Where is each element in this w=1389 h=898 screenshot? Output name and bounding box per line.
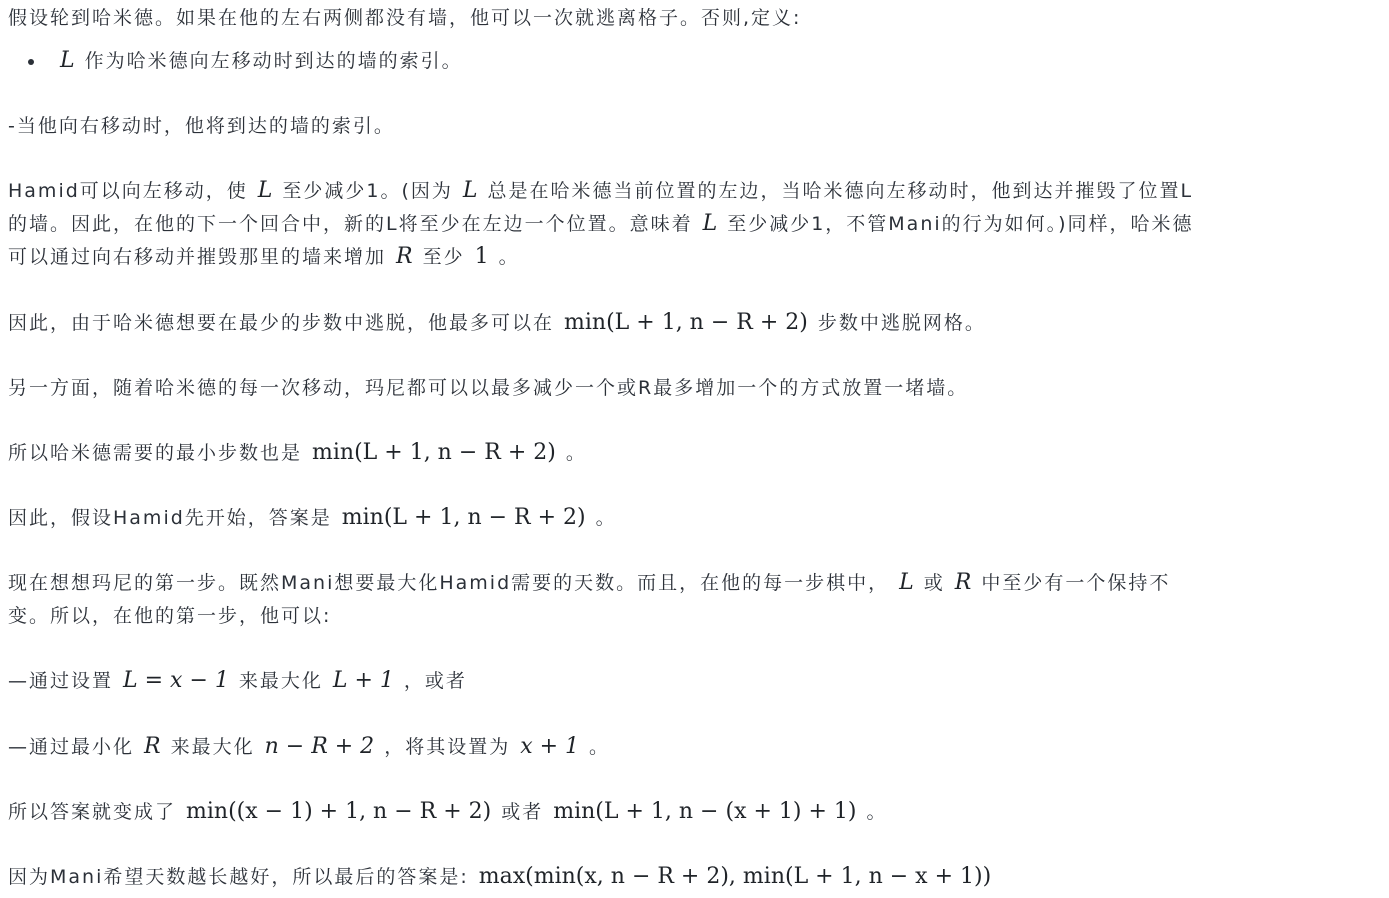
paragraph-hamid-move-line2: [8, 212, 1194, 236]
math-one: 1: [474, 244, 489, 269]
text: 变。所以，在他的第一步，他可以:: [8, 605, 332, 627]
text: 或者: [501, 801, 544, 823]
paragraph-answer-options: [8, 800, 888, 824]
math-L: L: [257, 178, 273, 203]
math-formula: x + 1: [520, 734, 580, 759]
paragraph-right-wall: [8, 114, 395, 138]
math-L: L: [462, 178, 478, 203]
paragraph-escape-steps: [8, 311, 986, 335]
math-formula: min(L + 1, n − (x + 1) + 1): [553, 799, 857, 824]
text: 的墙。因此，在他的下一个回合中，新的L将至少在左边一个位置。意味着: [8, 213, 693, 235]
text: 至少减少1，不管Mani的行为如何。)同样，哈米德: [727, 213, 1194, 235]
math-formula: L = x − 1: [123, 668, 229, 693]
text: 另一方面，随着哈米德的每一次移动，玛尼都可以以最多减少一个或R最多增加一个的方式放置一堵墙。: [8, 377, 969, 399]
text: 假设轮到哈米德。如果在他的左右两侧都没有墙，他可以一次就逃离格子。否则,定义:: [8, 7, 802, 29]
math-R: R: [144, 734, 161, 759]
text: 所以答案就变成了: [8, 801, 177, 823]
text: 来最大化: [238, 670, 323, 692]
math-final-formula: max(min(x, n − R + 2), min(L + 1, n − x + 1)): [478, 864, 992, 889]
math-formula: L + 1: [332, 668, 394, 693]
text: 至少减少1。(因为: [282, 180, 453, 202]
math-L: L: [60, 48, 75, 73]
text: 。: [565, 442, 587, 464]
text: ，或者: [403, 670, 467, 692]
math-formula: n − R + 2: [264, 734, 375, 759]
paragraph-mani-first-move-line1: [8, 571, 1170, 595]
math-formula: min(L + 1, n − R + 2): [564, 310, 808, 335]
text: 所以哈米德需要的最小步数也是: [8, 442, 303, 464]
paragraph-min-steps: [8, 441, 587, 465]
text: 现在想想玛尼的第一步。既然Mani想要最大化Hamid需要的天数。而且，在他的每一步棋中，: [8, 572, 890, 594]
text: 作为哈米德向左移动时到达的墙的索引。: [84, 50, 463, 72]
math-L: L: [702, 211, 718, 236]
math-formula: min((x − 1) + 1, n − R + 2): [186, 799, 492, 824]
paragraph-final-answer: [8, 865, 1001, 889]
text: 中至少有一个保持不: [981, 572, 1171, 594]
text: 。: [595, 507, 617, 529]
text: 至少: [422, 246, 465, 268]
math-R: R: [954, 570, 972, 595]
text: ，将其设置为: [384, 736, 511, 758]
text: -当他向右移动时，他将到达的墙的索引。: [8, 115, 395, 137]
math-R: R: [396, 244, 413, 269]
paragraph-mani-first-move-line2: [8, 604, 331, 628]
paragraph-hamid-move-line1: [8, 179, 1193, 203]
text: Hamid可以向左移动，使: [8, 180, 248, 202]
text: 。: [589, 736, 611, 758]
text: 因为Mani希望天数越长越好，所以最后的答案是:: [8, 866, 469, 888]
text: 步数中逃脱网格。: [817, 312, 986, 334]
paragraph-hamid-move-line3: [8, 245, 520, 269]
bullet-item-L: [8, 49, 463, 73]
text: 总是在哈米德当前位置的左边，当哈米德向左移动时，他到达并摧毁了位置L: [487, 180, 1194, 202]
text: —通过设置: [8, 670, 114, 692]
paragraph-answer-hamid-first: [8, 506, 617, 530]
paragraph-mani-wall: [8, 376, 968, 400]
bullet-dot: [28, 59, 34, 65]
math-formula: min(L + 1, n − R + 2): [312, 440, 556, 465]
text: 因此，假设Hamid先开始，答案是: [8, 507, 332, 529]
text: 因此，由于哈米德想要在最少的步数中逃脱，他最多可以在: [8, 312, 555, 334]
text: 来最大化: [170, 736, 255, 758]
text: —通过最小化: [8, 736, 135, 758]
paragraph-intro: [8, 6, 801, 30]
paragraph-option-set-L: [8, 669, 467, 693]
text: 。: [498, 246, 520, 268]
math-formula: min(L + 1, n − R + 2): [341, 505, 586, 530]
text: 或: [923, 572, 945, 594]
text: 。: [866, 801, 888, 823]
paragraph-option-set-R: [8, 735, 610, 759]
text: 可以通过向右移动并摧毁那里的墙来增加: [8, 246, 387, 268]
math-L: L: [899, 570, 914, 595]
